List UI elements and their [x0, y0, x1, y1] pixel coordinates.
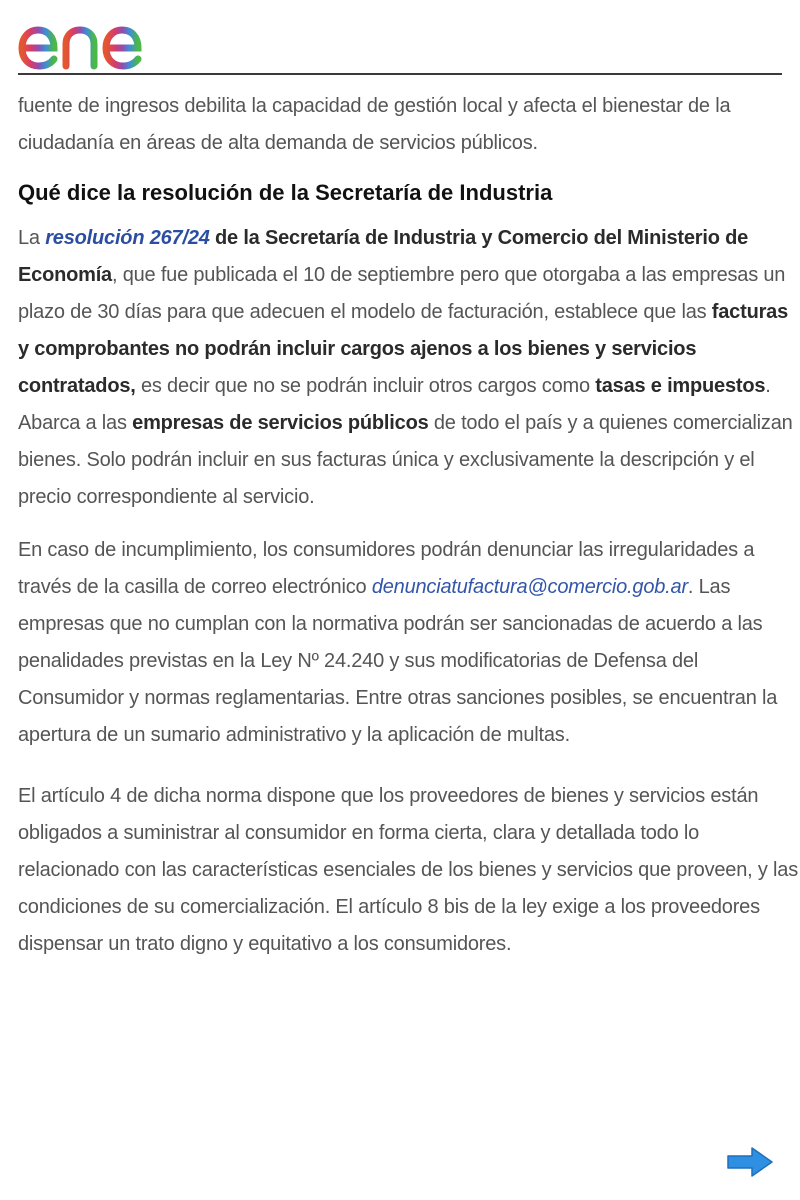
text-run: . Las empresas que no cumplan con la normativa podrán ser sancionadas de acuerdo a las penalidades previstas en la Ley Nº 24.240 y sus modificatorias de Defensa del Consumidor y normas reglamentarias. Entre otras sanciones posibles, se encuentran la apertura de un sumario administrativo y la aplicación de multas. [18, 576, 778, 746]
bold-run: de la Secretaría de Industria y Comercio del Ministerio de Economía [18, 227, 749, 286]
text-run: , que fue publicada el 10 de septiembre pero que otorgaba a las empresas un plazo de 30 días para que adecuen el modelo de facturación, establece que las [18, 264, 786, 323]
bold-run: facturas y comprobantes no podrán incluir cargos ajenos a los bienes y servicios contratados, [18, 301, 789, 397]
text-run: La [18, 227, 46, 249]
article-body [18, 88, 800, 963]
intro-paragraph: fuente de ingresos debilita la capacidad de gestión local y afecta el bienestar de la ciudadanía en áreas de alta demanda de servicios públicos. [18, 95, 731, 154]
complaint-paragraph [18, 532, 800, 754]
resolution-link[interactable]: resolución 267/24 [45, 227, 210, 249]
section-heading: Qué dice la resolución de la Secretaría de Industria [18, 180, 553, 205]
enel-logo[interactable] [18, 6, 198, 70]
resolution-paragraph [18, 220, 800, 516]
header [18, 6, 782, 74]
email-link[interactable]: denunciatufactura@comercio.gob.ar [371, 576, 688, 598]
text-run: es decir que no se podrán incluir otros cargos como [135, 375, 596, 397]
bold-run: tasas e impuestos [595, 375, 766, 397]
header-divider [18, 73, 782, 75]
bold-run: empresas de servicios públicos [132, 412, 429, 434]
article-4-paragraph: El artículo 4 de dicha norma dispone que los proveedores de bienes y servicios están obligados a suministrar al consumidor en forma cierta, clara y detallada todo lo relacionado con las características esenciales de los bienes y servicios que proveen, y las condiciones de su comercialización. El artículo 8 bis de la ley exige a los proveedores dispensar un trato digno y equitativo a los consumidores. [18, 785, 798, 955]
text-run: de todo el país y a quienes comercializan bienes. Solo podrán incluir en sus facturas única y exclusivamente la descripción y el precio correspondiente al servicio. [18, 412, 793, 508]
arrow-right-icon[interactable] [724, 1144, 776, 1180]
text-run: En caso de incumplimiento, los consumidores podrán denunciar las irregularidades a través de la casilla de correo electrónico [18, 539, 755, 598]
text-run: . Abarca a las [18, 375, 771, 434]
